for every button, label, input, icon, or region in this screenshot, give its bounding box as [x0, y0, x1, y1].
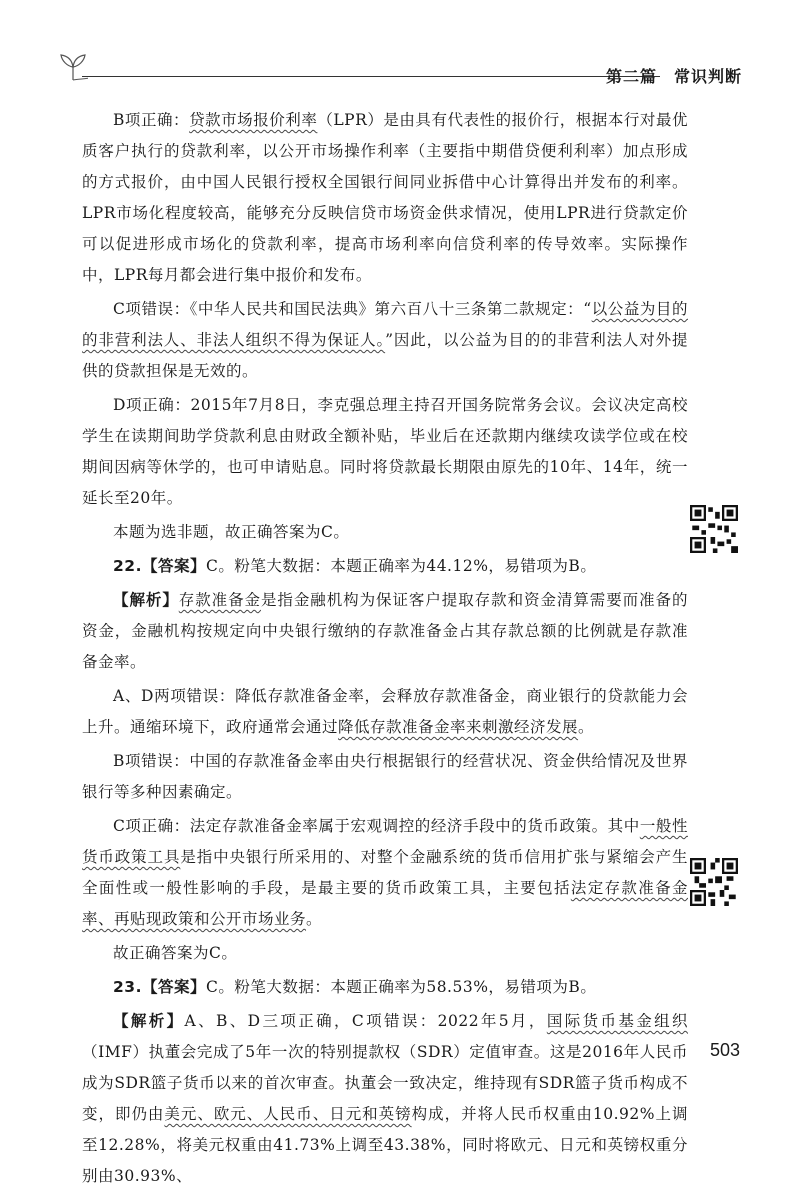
- page-number: 503: [709, 1040, 740, 1060]
- answer-22: 22.【答案】C。粉笔大数据：本题正确率为44.12%，易错项为B。: [113, 557, 597, 575]
- header-divider: [82, 76, 660, 77]
- paragraph-b-wrong: B项错误：中国的存款准备金率由央行根据银行的经营状况、资金供给情况及世界银行等多种因素确定。: [82, 752, 688, 801]
- sprout-icon: [58, 52, 88, 82]
- paragraph-c-correct: C项正确：法定存款准备金率属于宏观调控的经济手段中的货币政策。其中一般性货币政策工具是指中央银行所采用的、对整个金融系统的货币信用扩张与紧缩会产生全面性或一般性影响的手段，是最主要的货币政策工具，主要包括法定存款准备金率、再贴现政策和公开市场业务。: [82, 817, 688, 928]
- paragraph-d-correct: D项正确：2015年7月8日，李克强总理主持召开国务院常务会议。会议决定高校学生在读期间助学贷款利息由财政全额补贴，毕业后在还款期内继续攻读学位或在校期间因病等休学的，也可申请贴息。同时将贷款最长期限由原先的10年、14年，统一延长至20年。: [82, 396, 688, 507]
- answer-23: 23.【答案】C。粉笔大数据：本题正确率为58.53%，易错项为B。: [113, 978, 597, 996]
- analysis-22: 【解析】存款准备金是指金融机构为保证客户提取存款和资金清算需要而准备的资金，金融机构按规定向中央银行缴纳的存款准备金占其存款总额的比例就是存款准备金率。: [82, 591, 688, 671]
- section-title: 第二篇 常识判断: [605, 67, 742, 86]
- paragraph-b-correct: B项正确：贷款市场报价利率（LPR）是由具有代表性的报价行，根据本行对最优质客户执行的贷款利率，以公开市场操作利率（主要指中期借贷便利利率）加点形成的方式报价，由中国人民银行授权全国银行间同业拆借中心计算得出并发布的利率。LPR市场化程度较高，能够充分反映信贷市场资金供求情况，使用LPR进行贷款定价可以促进形成市场化的贷款利率，提高市场利率向信贷利率的传导效率。实际操作中，LPR每月都会进行集中报价和发布。: [82, 111, 688, 284]
- page-header: [52, 50, 742, 90]
- paragraph-conclusion-21: 本题为选非题，故正确答案为C。: [113, 523, 350, 541]
- analysis-23: 【解析】A、B、D三项正确，C项错误：2022年5月，国际货币基金组织（IMF）执董会完成了5年一次的特别提款权（SDR）定值审查。这是2016年人民币成为SDR篮子货币以来的首次审查。执董会一致决定，维持现有SDR篮子货币构成不变，即仍由美元、欧元、人民币、日元和英镑构成，并将人民币权重由10.92%上调至12.28%，将美元权重由41.73%上调至43.38%，同时将欧元、日元和英镑权重分别由30.93%、: [82, 1012, 688, 1185]
- paragraph-c-wrong: C项错误：《中华人民共和国民法典》第六百八十三条第二款规定：“以公益为目的的非营利法人、非法人组织不得为保证人。”因此，以公益为目的的非营利法人对外提供的贷款担保是无效的。: [82, 300, 688, 380]
- qr-code-icon[interactable]: [690, 858, 738, 906]
- qr-code-icon[interactable]: [690, 505, 738, 553]
- page-body: [82, 105, 688, 1195]
- paragraph-conclusion-22: 故正确答案为C。: [113, 944, 238, 962]
- paragraph-ad-wrong: A、D两项错误：降低存款准备金率，会释放存款准备金，商业银行的贷款能力会上升。通缩环境下，政府通常会通过降低存款准备金率来刺激经济发展。: [82, 687, 688, 736]
